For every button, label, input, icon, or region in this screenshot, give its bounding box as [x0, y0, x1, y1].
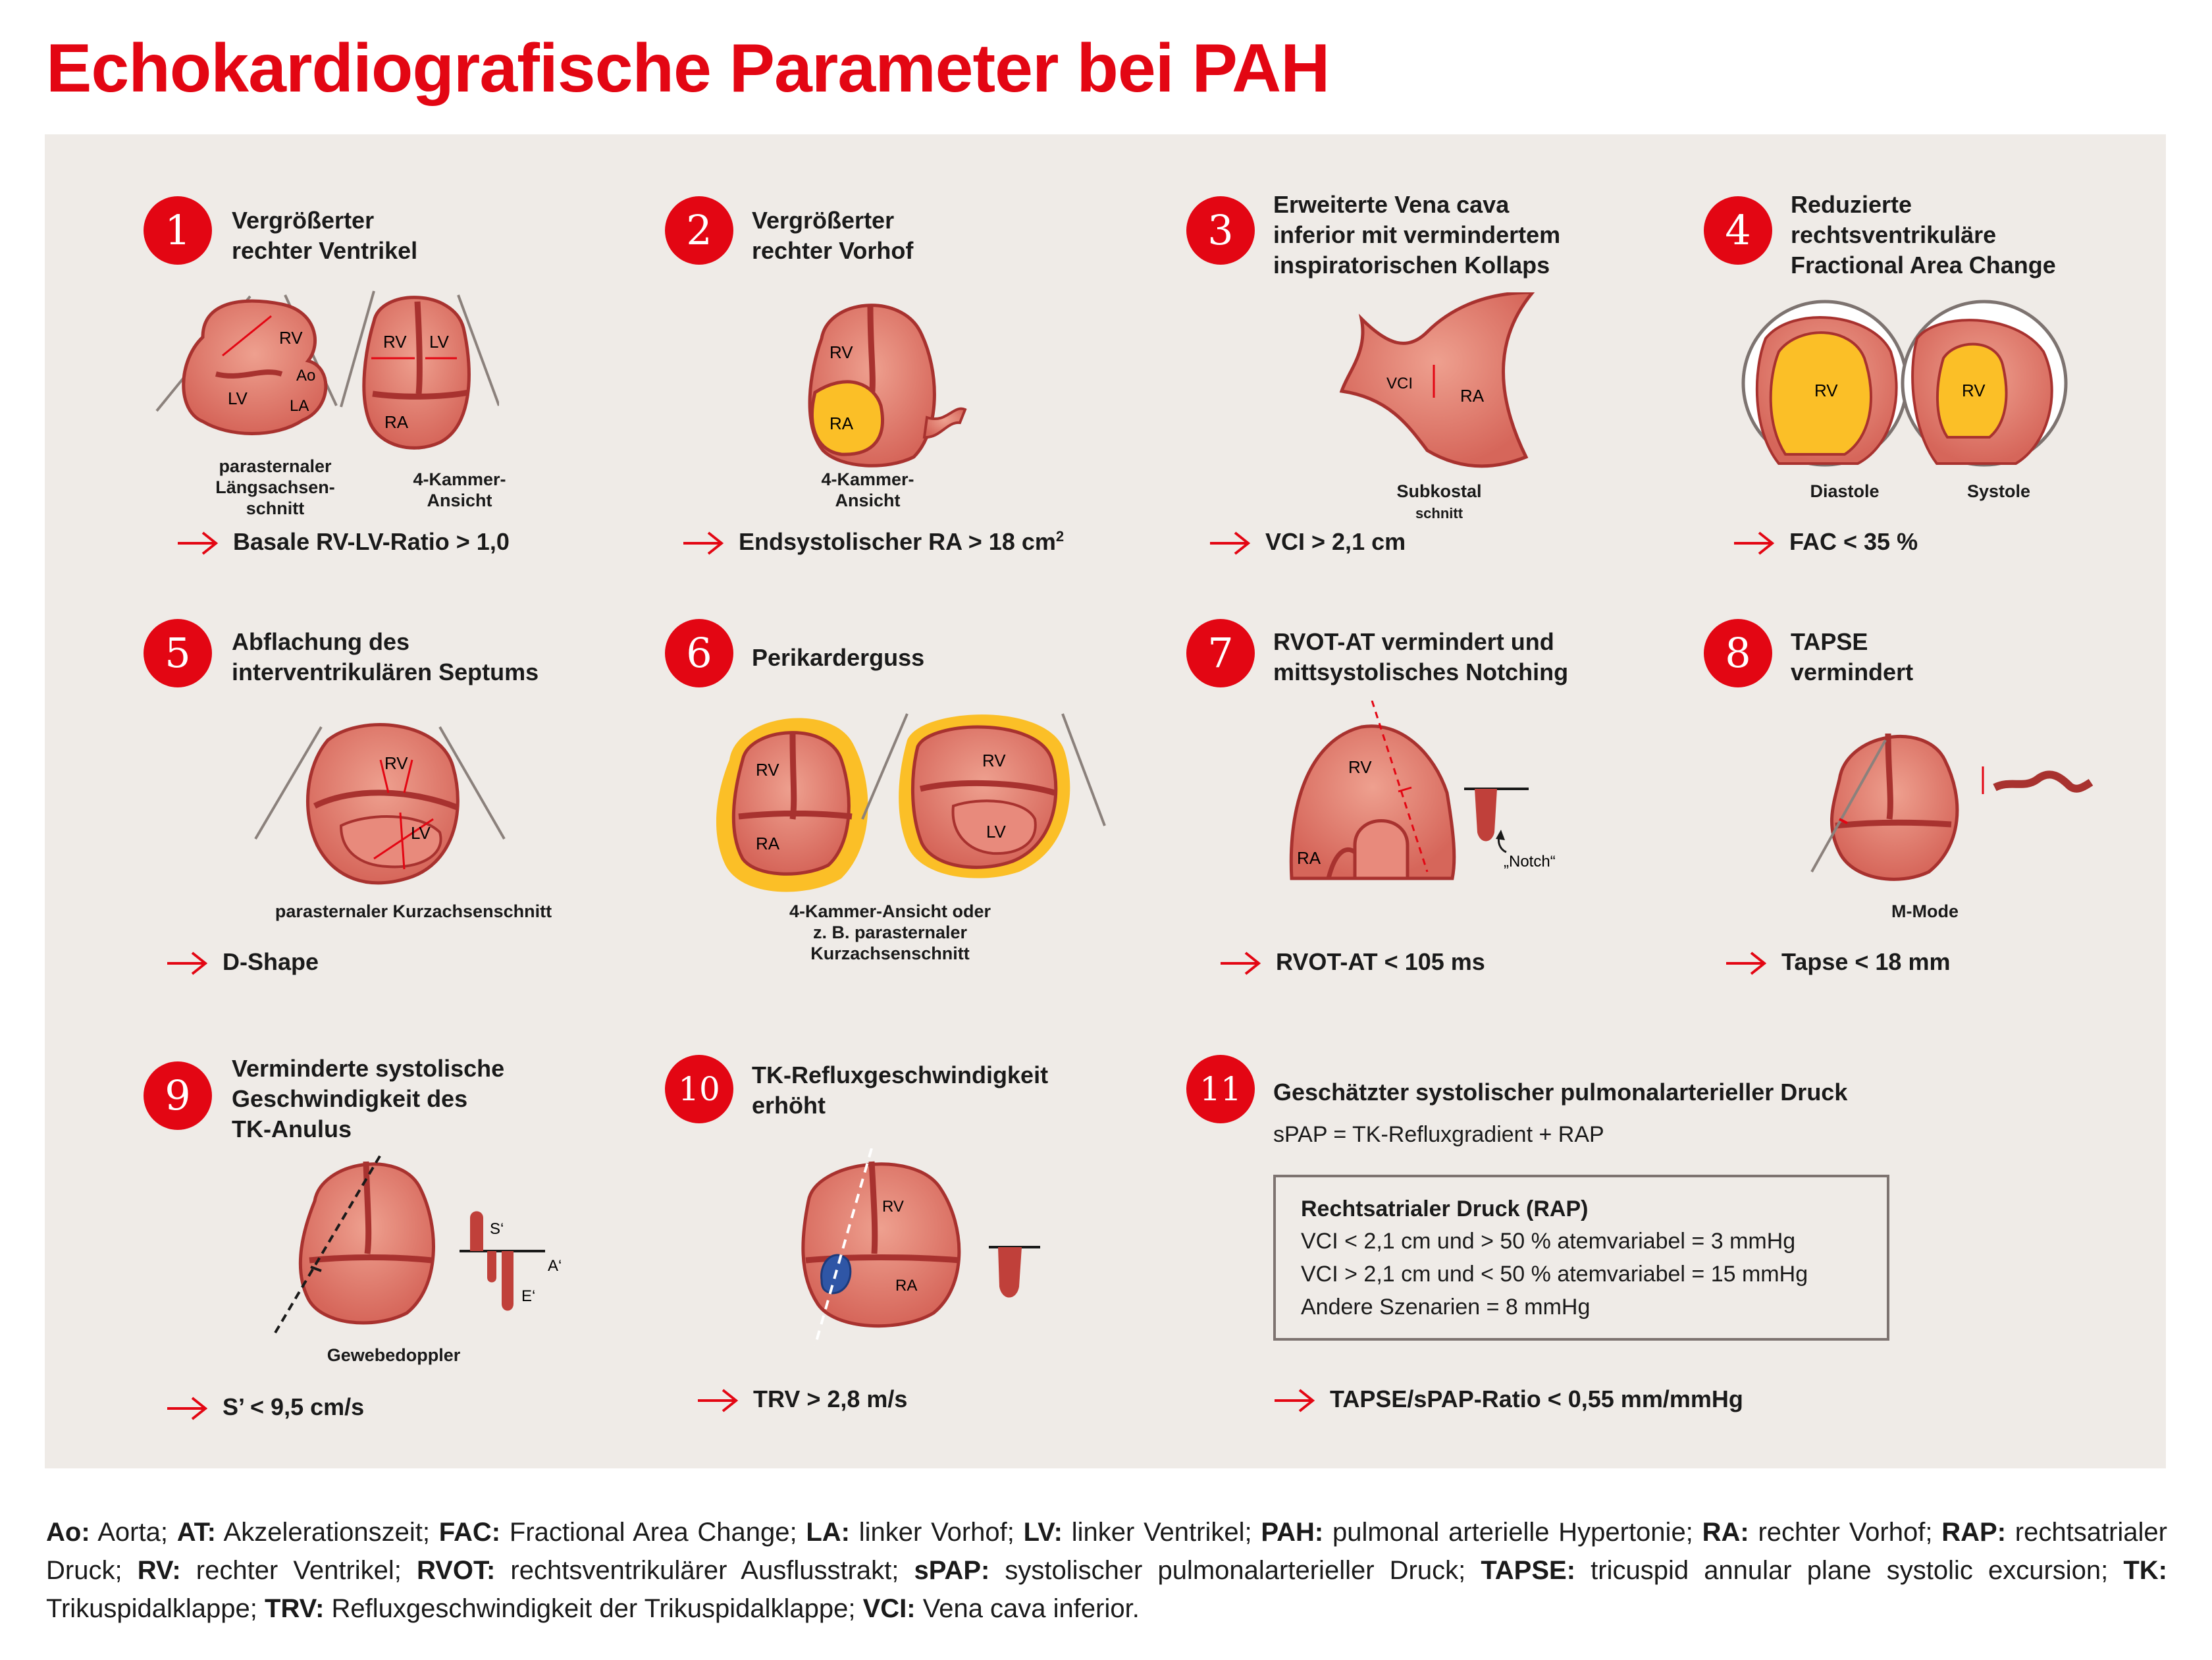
arrow-right-icon: [1273, 1387, 1315, 1414]
svg-text:E‘: E‘: [521, 1287, 536, 1305]
legend-entry: LA: linker Vorhof;: [806, 1518, 1024, 1547]
item-3-vci-figure: [1329, 292, 1539, 490]
item-1-heading: Vergrößerter rechter Ventrikel: [232, 207, 418, 264]
item-11-heading: Geschätzter systolischer pulmonalarterieller Druck: [1273, 1079, 1848, 1106]
arrow-right-icon: [1725, 950, 1767, 977]
svg-text:RV: RV: [982, 751, 1006, 770]
label-rv: RV: [383, 332, 407, 352]
legend-entry: sPAP: systolischer pulmonalarterieller Druck;: [914, 1556, 1481, 1585]
item-5-heading: Abflachung des interventrikulären Septums: [232, 628, 539, 685]
arrow-right-icon: [1733, 530, 1775, 556]
item-10-result: TRV > 2,8 m/s: [697, 1385, 907, 1414]
svg-text:RA: RA: [830, 414, 854, 433]
svg-text:S‘: S‘: [490, 1220, 504, 1238]
item-10-number: 10: [665, 1055, 733, 1123]
item-9-result: S’ < 9,5 cm/s: [166, 1393, 364, 1422]
item-2-heart-figure: [789, 292, 999, 477]
label-ra: RA: [384, 412, 409, 432]
item-3-result: VCI > 2,1 cm: [1209, 528, 1406, 556]
item-1-number: 1: [144, 196, 212, 265]
item-3-number: 3: [1186, 196, 1255, 265]
svg-text:RV: RV: [756, 760, 779, 780]
label-lv: LV: [429, 332, 449, 352]
svg-text:RV: RV: [882, 1198, 904, 1216]
item-3-heading: Erweiterte Vena cava inferior mit vermindertem inspiratorischen Kollaps: [1273, 191, 1561, 279]
svg-text:RV: RV: [830, 342, 853, 362]
diagram-panel: [45, 134, 2166, 1468]
legend-entry: RV: rechter Ventrikel;: [137, 1556, 417, 1585]
legend-entry: AT: Akzelerationszeit;: [176, 1518, 439, 1547]
arrow-right-icon: [1219, 950, 1261, 977]
item-7-heading: RVOT-AT vermindert und mittsystolisches Notching: [1273, 628, 1569, 685]
svg-text:LV: LV: [986, 822, 1006, 842]
legend-entry: TAPSE: tricuspid annular plane systolic excursion;: [1481, 1556, 2124, 1585]
item-11-result: TAPSE/sPAP-Ratio < 0,55 mm/mmHg: [1273, 1385, 1743, 1414]
item-4-fac-figures: [1739, 299, 2108, 470]
legend-entry: RVOT: rechtsventrikulärer Ausflusstrakt;: [417, 1556, 914, 1585]
item-2-caption: 4-Kammer- Ansicht: [821, 469, 914, 510]
item-1-result: Basale RV-LV-Ratio > 1,0: [176, 528, 510, 556]
item-4-result: FAC < 35 %: [1733, 528, 1918, 556]
svg-text:RV: RV: [1348, 757, 1372, 777]
legend-entry: LV: linker Ventrikel;: [1023, 1518, 1261, 1547]
item-7-number: 7: [1186, 619, 1255, 687]
svg-text:VCI: VCI: [1386, 375, 1413, 392]
legend-entry: RA: rechter Vorhof;: [1702, 1518, 1942, 1547]
svg-text:„Notch“: „Notch“: [1504, 853, 1556, 870]
label-rv: RV: [279, 328, 303, 348]
svg-text:RV: RV: [1962, 381, 1986, 400]
arrow-right-icon: [697, 1387, 739, 1414]
rap-line: VCI < 2,1 cm und > 50 % atemvariabel = 3 mmHg: [1301, 1229, 1796, 1254]
label-ao: Ao: [296, 367, 316, 385]
label-la: LA: [290, 397, 309, 415]
item-8-result: Tapse < 18 mm: [1725, 948, 1950, 977]
page-title: Echokardiografische Parameter bei PAH: [46, 30, 1330, 107]
item-5-result: D-Shape: [166, 948, 319, 977]
svg-text:RA: RA: [1460, 386, 1485, 406]
rap-box: [1273, 1175, 1889, 1341]
item-6-number: 6: [665, 619, 733, 687]
item-1-caption-b: 4-Kammer- Ansicht: [413, 469, 506, 510]
legend-entry: FAC: Fractional Area Change;: [438, 1518, 806, 1547]
svg-text:LV: LV: [411, 823, 431, 843]
item-1-caption-a: parasternaler Längsachsen- schnitt: [215, 456, 335, 518]
svg-text:RA: RA: [895, 1277, 918, 1295]
item-2-result: Endsystolischer RA > 18 $cm^2$: [682, 528, 1064, 556]
item-5-caption: parasternaler Kurzachsenschnitt: [275, 901, 552, 921]
item-8-caption: M-Mode: [1891, 901, 1959, 921]
item-9-number: 9: [144, 1061, 212, 1130]
item-2-number: 2: [665, 196, 733, 265]
item-7-rvot-figure: [1282, 701, 1585, 898]
svg-text:RA: RA: [756, 834, 780, 853]
item-1-heart-figures: [150, 282, 499, 479]
item-10-heading: TK-Refluxgeschwindigkeit erhöht: [752, 1061, 1049, 1119]
item-4-caption-b: Systole: [1966, 481, 2031, 501]
abbreviation-legend: [46, 1513, 2167, 1628]
legend-entry: RAP: rechtsatrialer Druck;: [46, 1518, 2167, 1585]
rap-line: VCI > 2,1 cm und < 50 % atemvariabel = 15 mmHg: [1301, 1262, 1808, 1287]
svg-text:RV: RV: [384, 753, 408, 773]
item-3-caption: Subkostal schnitt: [1396, 481, 1482, 522]
item-9-caption: Gewebedoppler: [327, 1345, 461, 1365]
legend-entry: PAH: pulmonal arterielle Hypertonie;: [1261, 1518, 1702, 1547]
item-8-tapse-figure: [1806, 714, 2109, 885]
item-4-heading: Reduzierte rechtsventrikuläre Fractional Area Change: [1791, 191, 2056, 279]
arrow-right-icon: [1209, 530, 1251, 556]
item-5-heart-figure: [242, 714, 519, 898]
arrow-right-icon: [166, 950, 208, 977]
item-8-number: 8: [1704, 619, 1772, 687]
legend-entry: VCI: Vena cava inferior.: [862, 1594, 1140, 1623]
label-lv: LV: [228, 388, 248, 408]
legend-entry: TK: Trikuspidalklappe;: [46, 1556, 2167, 1623]
svg-text:A‘: A‘: [548, 1257, 562, 1275]
item-9-doppler-figure: [249, 1148, 591, 1339]
item-6-heading: Perikarderguss: [752, 644, 925, 671]
arrow-right-icon: [682, 530, 724, 556]
item-4-number: 4: [1704, 196, 1772, 265]
item-11-number: 11: [1186, 1055, 1255, 1123]
rap-line: Andere Szenarien = 8 mmHg: [1301, 1295, 1591, 1320]
item-4-caption-a: Diastole: [1810, 481, 1880, 501]
item-8-heading: TAPSE vermindert: [1791, 628, 1914, 685]
legend-entry: Ao: Aorta;: [46, 1518, 177, 1547]
item-7-result: RVOT-AT < 105 ms: [1219, 948, 1485, 977]
item-10-trv-figure: [782, 1148, 1045, 1346]
svg-text:RV: RV: [1814, 381, 1838, 400]
arrow-right-icon: [176, 530, 219, 556]
svg-text:RA: RA: [1297, 848, 1321, 868]
item-6-effusion-figures: [710, 701, 1118, 898]
rap-heading: Rechtsatrialer Druck (RAP): [1301, 1196, 1589, 1221]
arrow-right-icon: [166, 1395, 208, 1422]
item-2-heading: Vergrößerter rechter Vorhof: [752, 207, 914, 264]
item-6-caption: 4-Kammer-Ansicht oder z. B. parasternaler Kurzachsenschnitt: [789, 901, 991, 963]
legend-entry: TRV: Refluxgeschwindigkeit der Trikuspidalklappe;: [265, 1594, 863, 1623]
spap-formula: sPAP = TK-Refluxgradient + RAP: [1273, 1122, 1604, 1147]
item-5-number: 5: [144, 619, 212, 687]
item-9-heading: Verminderte systolische Geschwindigkeit des TK-Anulus: [232, 1055, 505, 1142]
